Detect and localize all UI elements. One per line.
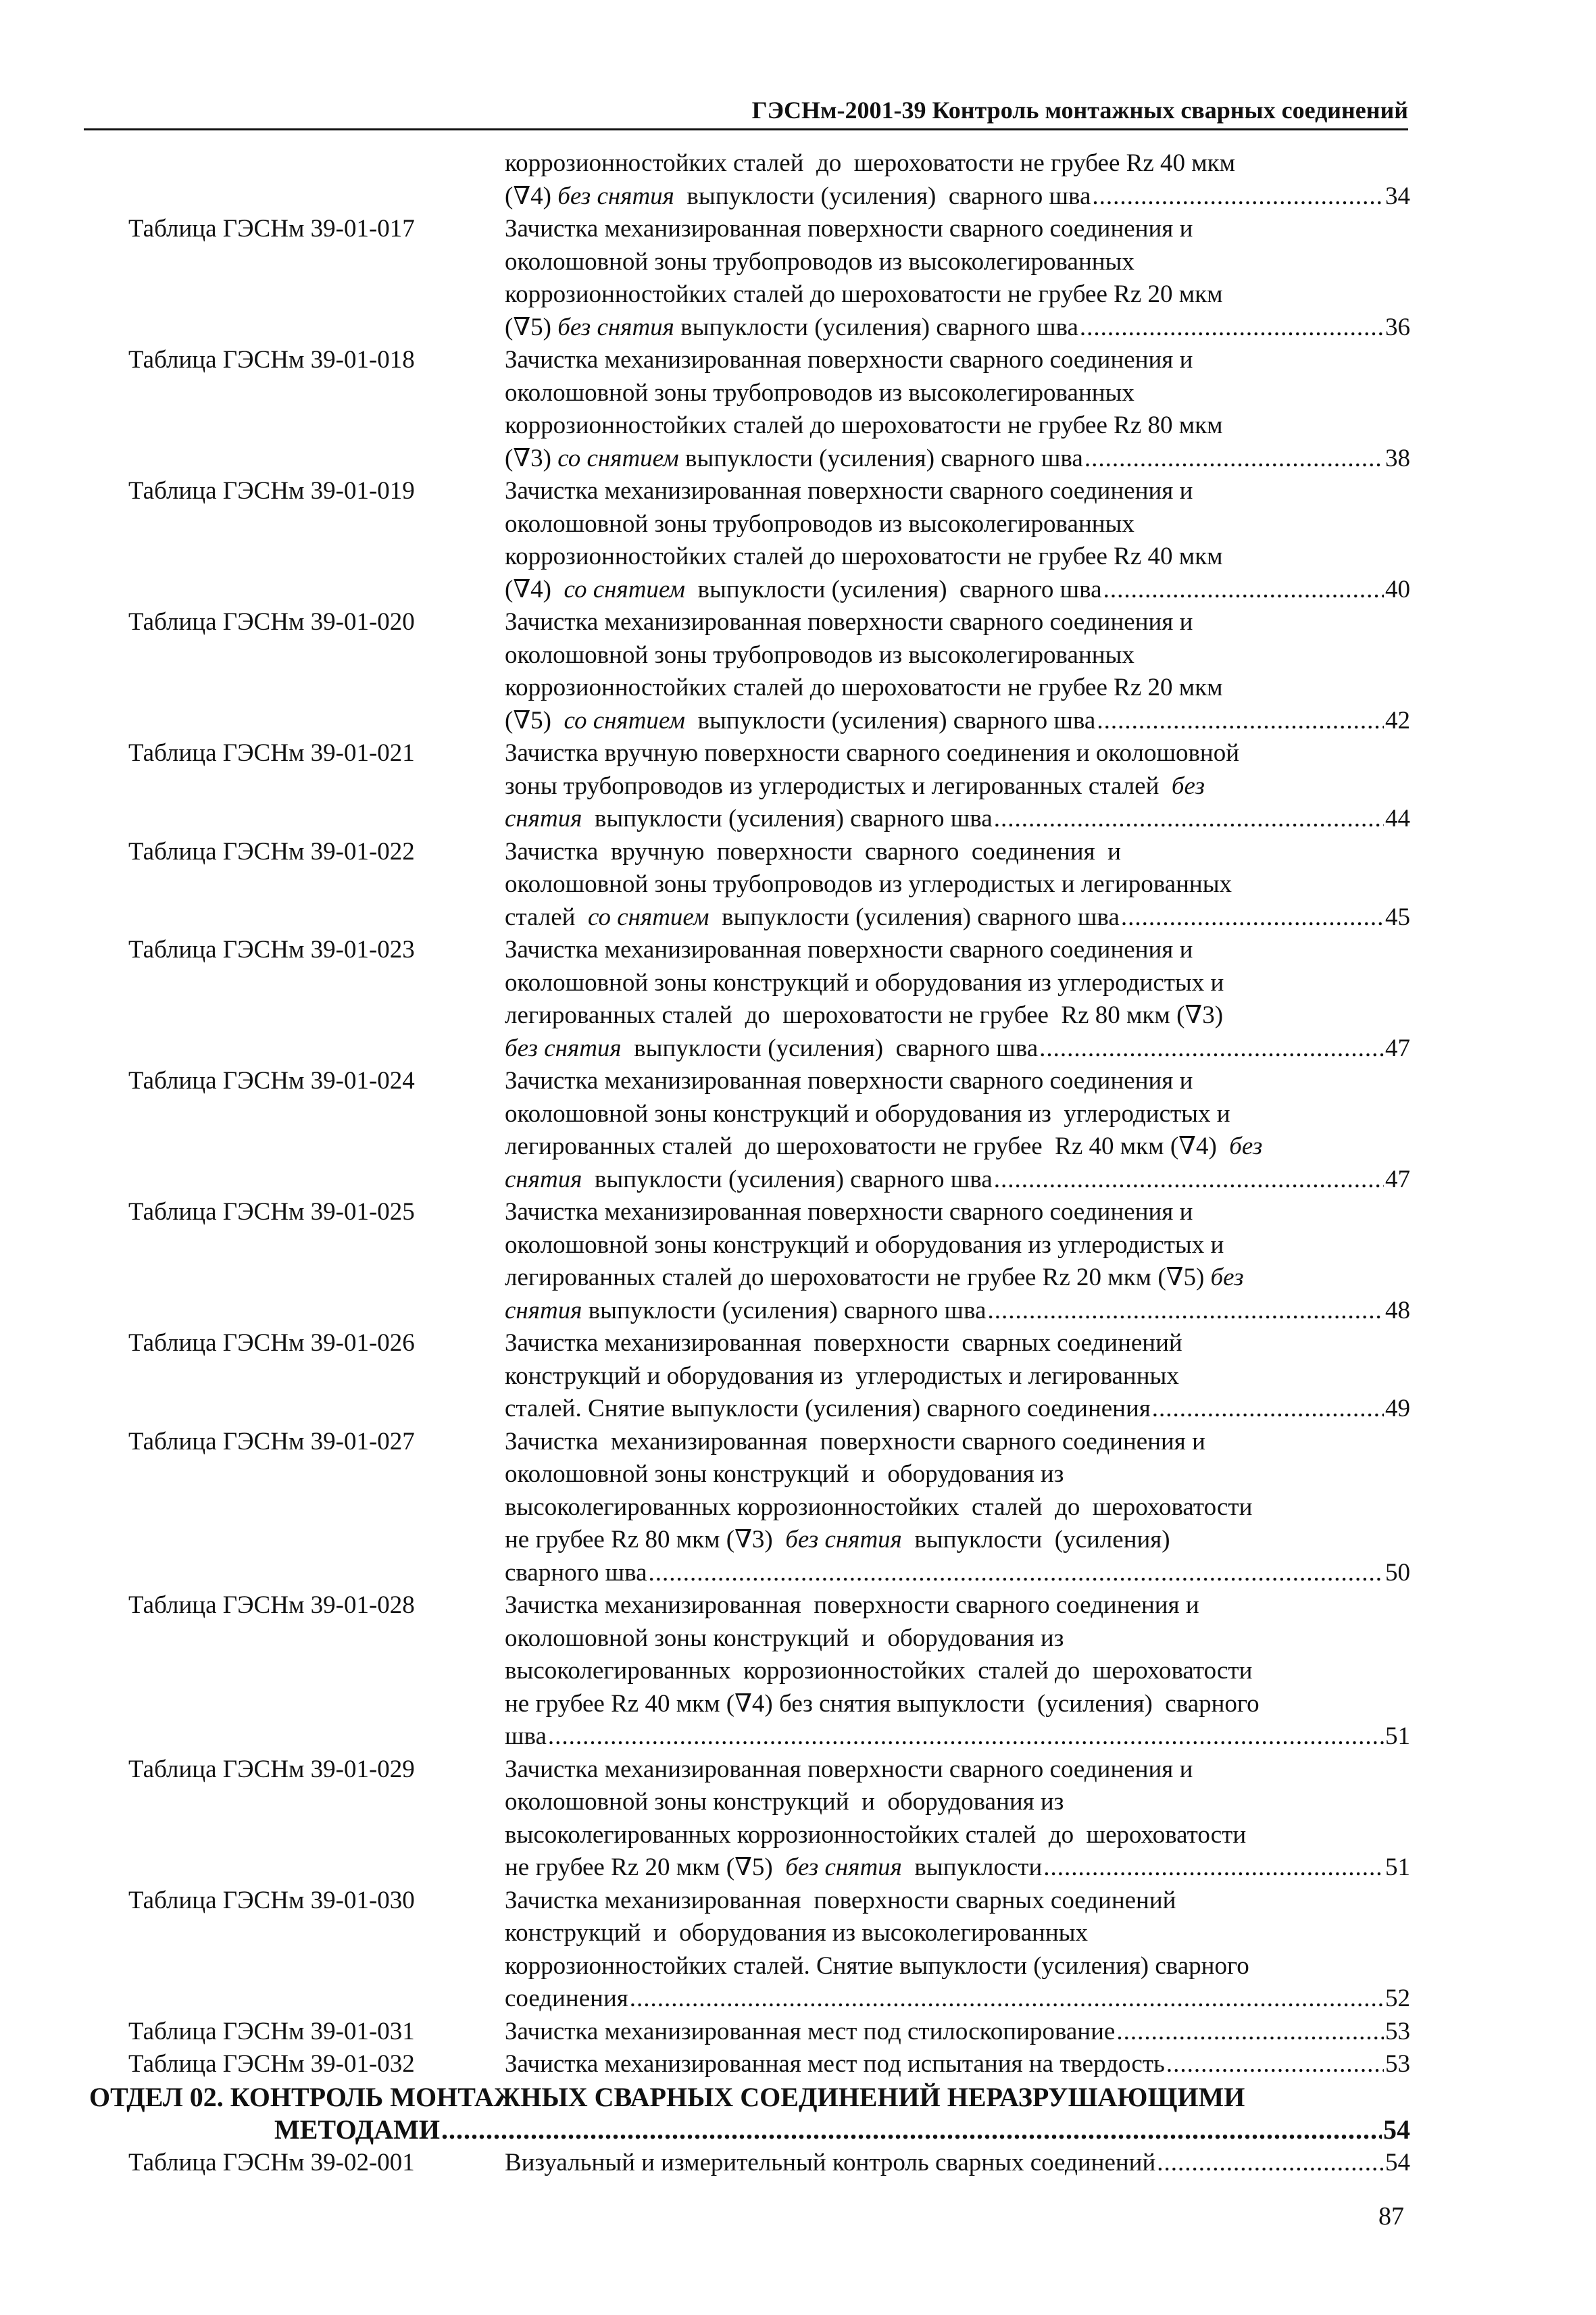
text-segment: выпуклости (усиления) сварного шва xyxy=(582,805,993,832)
toc-entry-line xyxy=(505,344,1410,377)
text-segment: Зачистка механизированная поверхности сварного соединения и xyxy=(505,936,1193,964)
text-segment: высоколегированных коррозионностойких сталей до шероховатости xyxy=(505,1820,1247,1849)
text-segment: Зачистка механизированная мест под испытания на твердость xyxy=(505,2050,1165,2078)
toc-entry-label: Таблица ГЭСНм 39-01-021 xyxy=(128,739,415,767)
toc-entry-line xyxy=(505,2016,1410,2049)
dot-leader xyxy=(987,1295,1384,1328)
toc-page-ref: 34 xyxy=(1385,182,1410,210)
text-segment: околошовной зоны трубопроводов из высоколегированных xyxy=(505,247,1134,276)
toc-page-ref: 36 xyxy=(1385,313,1410,341)
text-segment: выпуклости (усиления) сварного шва xyxy=(685,706,1096,735)
toc-page-ref: 47 xyxy=(1385,1165,1410,1193)
toc-entry-line xyxy=(505,541,1410,574)
toc-entry xyxy=(0,2016,1596,2049)
toc-entry-line xyxy=(505,312,1410,345)
toc-entry-title xyxy=(505,836,1410,935)
toc-entry-title xyxy=(505,1753,1410,1885)
dot-leader xyxy=(1092,180,1384,214)
toc-page-ref: 51 xyxy=(1385,1853,1410,1881)
toc-entry-title xyxy=(505,2147,1410,2180)
toc-entry-line xyxy=(505,1130,1410,1164)
toc-entry-title xyxy=(505,934,1410,1065)
italic-text: без снятия xyxy=(557,313,674,341)
toc-entry-title xyxy=(505,737,1410,836)
text-segment: не грубее Rz 80 мкм (∇3) xyxy=(505,1526,786,1553)
toc-entry-line xyxy=(505,1524,1410,1557)
dot-leader xyxy=(630,1983,1384,2016)
italic-text: без xyxy=(1171,772,1205,800)
toc-entry-line xyxy=(505,1720,1410,1753)
toc-entry-line xyxy=(505,2147,1410,2180)
text-segment: околошовной зоны конструкций и оборудования из xyxy=(505,1624,1064,1652)
dot-leader xyxy=(1084,443,1384,476)
text-segment: Зачистка механизированная поверхности сварного соединения и xyxy=(505,1427,1205,1455)
toc-entry-label: Таблица ГЭСНм 39-01-028 xyxy=(128,1591,415,1619)
dot-leader xyxy=(649,1557,1384,1590)
toc-entry-line xyxy=(505,1917,1410,1950)
toc-entry-line xyxy=(505,1393,1410,1426)
text-segment: высоколегированных коррозионностойких сталей до шероховатости xyxy=(505,1493,1253,1521)
dot-leader xyxy=(994,1164,1384,1197)
toc-entry-label: Таблица ГЭСНм 39-01-020 xyxy=(128,608,415,636)
toc-page-ref: 52 xyxy=(1385,1985,1410,2012)
text-segment: Зачистка механизированная поверхности сварного соединения и xyxy=(505,1755,1193,1783)
toc-entry-label: Таблица ГЭСНм 39-01-023 xyxy=(128,936,415,964)
dot-leader xyxy=(1103,574,1384,607)
text-segment: не грубее Rz 20 мкм (∇5) xyxy=(505,1853,786,1881)
toc-page-ref: 47 xyxy=(1385,1034,1410,1062)
text-segment: сталей. Снятие выпуклости (усиления) сварного соединения xyxy=(505,1395,1151,1422)
text-segment: сварного шва xyxy=(505,1558,647,1587)
toc-entry-title xyxy=(505,475,1410,606)
toc-entry-line xyxy=(505,1295,1410,1328)
dot-leader xyxy=(1152,1393,1384,1426)
dot-leader xyxy=(1043,1851,1384,1885)
text-segment: околошовной зоны конструкций и оборудования из углеродистых и xyxy=(505,968,1224,997)
toc-entry-line xyxy=(505,770,1410,803)
toc-entry-label: Таблица ГЭСНм 39-01-019 xyxy=(128,477,415,505)
dot-leader xyxy=(1097,705,1384,738)
running-header xyxy=(84,89,1408,130)
toc-entry-label: Таблица ГЭСНм 39-01-026 xyxy=(128,1329,415,1357)
toc-entry xyxy=(0,147,1596,213)
toc-entry-line xyxy=(505,574,1410,607)
section-heading xyxy=(0,2081,1596,2147)
dot-leader xyxy=(1166,2048,1384,2081)
italic-text: со снятием xyxy=(564,575,686,603)
text-segment: выпуклости (усиления) сварного шва xyxy=(678,444,1083,472)
page-number: 87 xyxy=(1378,2202,1404,2231)
italic-text: со снятием xyxy=(557,444,679,472)
toc-entry xyxy=(0,1885,1596,2016)
header-title: ГЭСНм-2001-39 Контроль монтажных сварных соединений xyxy=(751,97,1408,124)
toc-entry-line xyxy=(505,868,1410,901)
toc-entry-line xyxy=(505,1098,1410,1131)
text-segment: легированных сталей до шероховатости не грубее Rz 80 мкм (∇3) xyxy=(505,1001,1224,1029)
text-segment: (∇4) xyxy=(505,182,558,210)
italic-text: со снятием xyxy=(564,706,686,735)
toc-page-ref: 53 xyxy=(1385,2050,1410,2078)
toc-entry-line xyxy=(505,901,1410,935)
text-segment: зоны трубопроводов из углеродистых и легированных сталей xyxy=(505,772,1172,800)
toc-entry-line xyxy=(505,672,1410,705)
toc-entry-line xyxy=(505,409,1410,443)
text-segment: Зачистка механизированная поверхности сварного соединения и xyxy=(505,608,1193,636)
toc-entry-title xyxy=(505,147,1410,213)
toc-entry-title xyxy=(505,1065,1410,1196)
toc-entry xyxy=(0,2147,1596,2180)
dot-leader xyxy=(1039,1032,1384,1066)
toc-entry-line xyxy=(505,1360,1410,1393)
toc-entry-line xyxy=(505,180,1410,214)
toc-entry-title xyxy=(505,2048,1410,2081)
toc-entry xyxy=(0,344,1596,475)
text-segment: выпуклости (усиления) сварного шва xyxy=(685,575,1102,603)
dot-leader xyxy=(1080,312,1384,345)
toc-entry-title xyxy=(505,344,1410,475)
toc-entry-title xyxy=(505,606,1410,737)
text-segment: Зачистка механизированная мест под стилоскопирование xyxy=(505,2017,1116,2045)
toc-entry-title xyxy=(505,1426,1410,1590)
toc-entry-line xyxy=(505,147,1410,180)
text-segment: Зачистка вручную поверхности сварного соединения и xyxy=(505,837,1121,866)
toc-entry-line xyxy=(505,1753,1410,1787)
toc-entry-title xyxy=(505,1885,1410,2016)
toc-entry-line xyxy=(505,1655,1410,1688)
toc-entry-line xyxy=(505,1491,1410,1524)
text-segment: высоколегированных коррозионностойких сталей до шероховатости xyxy=(505,1657,1253,1685)
italic-text: снятия xyxy=(505,1165,582,1193)
italic-text: без снятия xyxy=(785,1853,902,1881)
text-segment: выпуклости (усиления) сварного шва xyxy=(674,313,1078,341)
section-title-line-2 xyxy=(274,2114,1410,2147)
toc-entry-line xyxy=(505,278,1410,312)
text-segment: выпуклости (усиления) сварного шва xyxy=(709,903,1120,931)
dot-leader xyxy=(1121,901,1384,935)
toc-page-ref: 48 xyxy=(1385,1296,1410,1324)
toc-entry-title xyxy=(505,1589,1410,1753)
text-segment: Зачистка вручную поверхности сварного соединения и околошовной xyxy=(505,739,1240,767)
toc-entry-line xyxy=(505,1983,1410,2016)
toc-entry-line xyxy=(505,213,1410,246)
toc-entry-line xyxy=(505,508,1410,541)
toc-entry xyxy=(0,213,1596,344)
toc-page-ref: 38 xyxy=(1385,444,1410,472)
toc-entry-line xyxy=(505,1196,1410,1229)
toc-entry xyxy=(0,1327,1596,1426)
toc-page-ref: 44 xyxy=(1385,805,1410,832)
toc-entry-line xyxy=(505,1851,1410,1885)
toc-page-ref: 42 xyxy=(1385,706,1410,735)
text-segment: легированных сталей до шероховатости не грубее Rz 40 мкм (∇4) xyxy=(505,1132,1230,1160)
text-segment: коррозионностойких сталей до шероховатости не грубее Rz 20 мкм xyxy=(505,674,1223,701)
toc-page-ref: 40 xyxy=(1385,575,1410,603)
text-segment: околошовной зоны трубопроводов из высоколегированных xyxy=(505,378,1134,407)
toc-entry-line xyxy=(505,1885,1410,1918)
toc-entry-label: Таблица ГЭСНм 39-01-024 xyxy=(128,1067,415,1095)
text-segment: конструкций и оборудования из высоколегированных xyxy=(505,1919,1088,1947)
italic-text: без снятия xyxy=(557,182,674,210)
text-segment: коррозионностойких сталей до шероховатости не грубее Rz 40 мкм xyxy=(505,149,1236,177)
toc-entry-title xyxy=(505,1327,1410,1426)
italic-text: без xyxy=(1210,1264,1244,1291)
italic-text: со снятием xyxy=(587,903,709,931)
toc-page-ref: 45 xyxy=(1385,903,1410,931)
toc-entry-line xyxy=(505,246,1410,279)
toc-entry-title xyxy=(505,1196,1410,1327)
text-segment: околошовной зоны трубопроводов из высоколегированных xyxy=(505,509,1134,538)
text-segment: околошовной зоны конструкций и оборудования из углеродистых и xyxy=(505,1230,1224,1259)
text-segment: выпуклости (усиления) сварного шва xyxy=(621,1034,1039,1062)
text-segment: (∇4) xyxy=(505,575,564,603)
toc-entry-line xyxy=(505,1622,1410,1656)
text-segment: выпуклости (усиления) сварного шва xyxy=(674,182,1091,210)
toc-entry-line xyxy=(505,1557,1410,1590)
toc-entry-label: Таблица ГЭСНм 39-01-029 xyxy=(128,1755,415,1783)
toc-entry xyxy=(0,934,1596,1065)
text-segment: околошовной зоны конструкций и оборудования из xyxy=(505,1460,1064,1488)
text-segment: легированных сталей до шероховатости не грубее Rz 20 мкм (∇5) xyxy=(505,1264,1211,1291)
toc-entry-line xyxy=(505,1032,1410,1066)
toc-entry-line xyxy=(505,1327,1410,1360)
toc-entry-line xyxy=(505,705,1410,738)
text-segment: коррозионностойких сталей до шероховатости не грубее Rz 40 мкм xyxy=(505,543,1223,570)
italic-text: снятия xyxy=(505,805,582,832)
dot-leader xyxy=(1157,2147,1384,2180)
toc-entry-line xyxy=(505,606,1410,639)
toc-entry-label: Таблица ГЭСНм 39-01-027 xyxy=(128,1427,415,1455)
toc-entry xyxy=(0,475,1596,606)
toc-entry-label: Таблица ГЭСНм 39-02-001 xyxy=(128,2148,415,2176)
text-segment: (∇5) xyxy=(505,706,564,735)
toc-entry-label: Таблица ГЭСНм 39-01-018 xyxy=(128,346,415,374)
toc-entry xyxy=(0,1065,1596,1196)
text-segment: соединения xyxy=(505,1985,628,2012)
toc-entry-line xyxy=(505,737,1410,770)
italic-text: без xyxy=(1229,1132,1263,1160)
text-segment: выпуклости (усиления) сварного шва xyxy=(582,1165,993,1193)
text-segment: Зачистка механизированная поверхности сварного соединения и xyxy=(505,1067,1193,1095)
text-segment: околошовной зоны трубопроводов из углеродистых и легированных xyxy=(505,870,1232,898)
toc-entry xyxy=(0,737,1596,836)
toc-entry-label: Таблица ГЭСНм 39-01-032 xyxy=(128,2050,415,2078)
toc-entry-line xyxy=(505,1262,1410,1295)
text-segment: коррозионностойких сталей. Снятие выпуклости (усиления) сварного xyxy=(505,1951,1249,1980)
toc-entry-line xyxy=(505,836,1410,869)
toc-entry-line xyxy=(505,1786,1410,1819)
toc-entry xyxy=(0,606,1596,737)
text-segment: Зачистка механизированная поверхности сварного соединения и xyxy=(505,215,1193,243)
toc-entry-line xyxy=(505,803,1410,836)
text-segment: Зачистка механизированная поверхности сварных соединений xyxy=(505,1329,1182,1357)
toc-entry xyxy=(0,2048,1596,2081)
text-segment: Визуальный и измерительный контроль сварных соединений xyxy=(505,2148,1156,2176)
text-segment: сталей xyxy=(505,903,588,931)
section-title-line-1: ОТДЕЛ 02. КОНТРОЛЬ МОНТАЖНЫХ СВАРНЫХ СОЕДИНЕНИЙ НЕРАЗРУШАЮЩИМИ xyxy=(89,2081,1245,2112)
toc-page-ref: 50 xyxy=(1385,1558,1410,1587)
text-segment: шва xyxy=(505,1722,547,1750)
toc-entry-line xyxy=(505,1589,1410,1622)
text-segment: (∇3) xyxy=(505,444,558,472)
section-title-text: МЕТОДАМИ xyxy=(274,2114,440,2145)
toc-entry-title xyxy=(505,2016,1410,2049)
dot-leader xyxy=(548,1720,1384,1753)
dot-leader xyxy=(441,2114,1382,2147)
text-segment: Зачистка механизированная поверхности сварного соединения и xyxy=(505,1198,1193,1226)
text-segment: выпуклости xyxy=(901,1853,1043,1881)
text-segment: коррозионностойких сталей до шероховатости не грубее Rz 20 мкм xyxy=(505,280,1223,308)
dot-leader xyxy=(1116,2016,1384,2049)
toc-entry-line xyxy=(505,1950,1410,1983)
toc-entry-line xyxy=(505,1229,1410,1262)
toc-entry xyxy=(0,1589,1596,1753)
toc-entry-line xyxy=(505,1688,1410,1721)
toc-entry-label: Таблица ГЭСНм 39-01-017 xyxy=(128,215,415,243)
toc-entry-line xyxy=(505,1164,1410,1197)
toc-entry-label: Таблица ГЭСНм 39-01-030 xyxy=(128,1886,415,1914)
text-segment: околошовной зоны конструкций и оборудования из xyxy=(505,1788,1064,1816)
text-segment: Зачистка механизированная поверхности сварного соединения и xyxy=(505,1591,1199,1619)
toc-page-ref: 51 xyxy=(1385,1722,1410,1750)
italic-text: без снятия xyxy=(785,1526,902,1553)
section-page-ref: 54 xyxy=(1383,2114,1410,2145)
toc-entry xyxy=(0,1753,1596,1885)
toc-page-ref: 53 xyxy=(1385,2017,1410,2045)
toc-entry xyxy=(0,1196,1596,1327)
toc-entry-label: Таблица ГЭСНм 39-01-022 xyxy=(128,837,415,866)
toc-entry-line xyxy=(505,2048,1410,2081)
text-segment: околошовной зоны трубопроводов из высоколегированных xyxy=(505,641,1134,669)
toc-page-ref: 49 xyxy=(1385,1395,1410,1422)
toc-entry-line xyxy=(505,967,1410,1000)
text-segment: (∇5) xyxy=(505,313,558,341)
text-segment: выпуклости (усиления) xyxy=(901,1526,1170,1553)
text-segment: Зачистка механизированная поверхности сварных соединений xyxy=(505,1886,1176,1914)
toc-entry-label: Таблица ГЭСНм 39-01-031 xyxy=(128,2017,415,2045)
toc-entry xyxy=(0,1426,1596,1590)
italic-text: снятия xyxy=(505,1296,582,1324)
text-segment: коррозионностойких сталей до шероховатости не грубее Rz 80 мкм xyxy=(505,412,1223,439)
toc-entry-line xyxy=(505,475,1410,508)
table-of-contents xyxy=(0,147,1596,2179)
text-segment: не грубее Rz 40 мкм (∇4) без снятия выпуклости (усиления) сварного xyxy=(505,1689,1260,1718)
text-segment: выпуклости (усиления) сварного шва xyxy=(582,1296,987,1324)
italic-text: без снятия xyxy=(505,1034,622,1062)
toc-entry-title xyxy=(505,213,1410,344)
text-segment: Зачистка механизированная поверхности сварного соединения и xyxy=(505,346,1193,374)
toc-page-ref: 54 xyxy=(1385,2148,1410,2176)
text-segment: околошовной зоны конструкций и оборудования из углеродистых и xyxy=(505,1099,1230,1128)
toc-entry-line xyxy=(505,377,1410,410)
toc-entry-line xyxy=(505,1065,1410,1098)
toc-entry-line xyxy=(505,1819,1410,1852)
toc-entry-line xyxy=(505,443,1410,476)
toc-entry-label: Таблица ГЭСНм 39-01-025 xyxy=(128,1198,415,1226)
text-segment: конструкций и оборудования из углеродистых и легированных xyxy=(505,1362,1179,1390)
toc-entry xyxy=(0,836,1596,935)
toc-entry-line xyxy=(505,1458,1410,1491)
text-segment: Зачистка механизированная поверхности сварного соединения и xyxy=(505,477,1193,505)
dot-leader xyxy=(994,803,1384,836)
toc-entry-line xyxy=(505,639,1410,672)
toc-entry-line xyxy=(505,1426,1410,1459)
toc-entry-line xyxy=(505,934,1410,967)
toc-entry-line xyxy=(505,999,1410,1032)
